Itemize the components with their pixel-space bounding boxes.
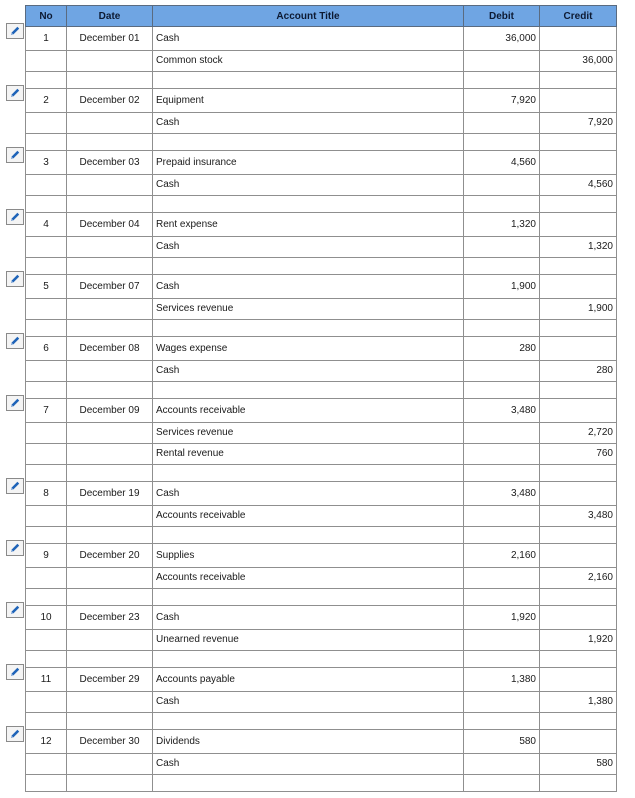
- debit-cell: 280: [464, 337, 540, 361]
- empty-cell: [67, 382, 153, 399]
- empty-cell: [153, 589, 464, 606]
- header-no: No: [26, 6, 67, 27]
- entry-number: 5: [26, 275, 67, 299]
- empty-cell: [540, 651, 617, 668]
- entry-number: [26, 630, 67, 651]
- pencil-icon: [9, 25, 21, 37]
- empty-cell: [540, 465, 617, 482]
- account-title-cell: Accounts receivable: [153, 568, 464, 589]
- journal-entry-row: [26, 506, 617, 527]
- empty-cell: [540, 382, 617, 399]
- credit-cell: 1,900: [540, 299, 617, 320]
- debit-cell: [464, 630, 540, 651]
- account-title-cell: Cash: [153, 692, 464, 713]
- credit-cell: 7,920: [540, 113, 617, 134]
- blank-row: [26, 775, 617, 792]
- journal-entry-first-row: [26, 544, 617, 568]
- entry-date: [67, 754, 153, 775]
- debit-cell: 2,160: [464, 544, 540, 568]
- pencil-icon: [9, 604, 21, 616]
- empty-cell: [26, 72, 67, 89]
- journal-entry-row: [26, 754, 617, 775]
- pencil-icon: [9, 666, 21, 678]
- debit-cell: 1,380: [464, 668, 540, 692]
- credit-cell: [540, 606, 617, 630]
- entry-number: 7: [26, 399, 67, 423]
- empty-cell: [153, 134, 464, 151]
- credit-cell: [540, 668, 617, 692]
- journal-entry-first-row: [26, 213, 617, 237]
- entry-date: December 01: [67, 27, 153, 51]
- edit-entry-button[interactable]: [6, 726, 24, 742]
- empty-cell: [464, 72, 540, 89]
- debit-cell: [464, 506, 540, 527]
- debit-cell: [464, 444, 540, 465]
- entry-number: [26, 175, 67, 196]
- entry-date: [67, 630, 153, 651]
- pencil-icon: [9, 211, 21, 223]
- header-date: Date: [67, 6, 153, 27]
- empty-cell: [26, 196, 67, 213]
- entry-date: December 07: [67, 275, 153, 299]
- empty-cell: [67, 651, 153, 668]
- entry-date: [67, 568, 153, 589]
- account-title-cell: Cash: [153, 113, 464, 134]
- empty-cell: [153, 465, 464, 482]
- debit-cell: [464, 361, 540, 382]
- pencil-icon: [9, 728, 21, 740]
- entry-date: December 30: [67, 730, 153, 754]
- entry-date: [67, 444, 153, 465]
- journal-entry-first-row: [26, 27, 617, 51]
- journal-entry-first-row: [26, 482, 617, 506]
- empty-cell: [464, 465, 540, 482]
- empty-cell: [67, 589, 153, 606]
- empty-cell: [540, 775, 617, 792]
- pencil-icon: [9, 542, 21, 554]
- account-title-cell: Cash: [153, 275, 464, 299]
- credit-cell: [540, 275, 617, 299]
- empty-cell: [26, 589, 67, 606]
- blank-row: [26, 134, 617, 151]
- journal-entry-row: [26, 423, 617, 444]
- account-title-cell: Cash: [153, 482, 464, 506]
- blank-row: [26, 589, 617, 606]
- journal-entry-row: [26, 568, 617, 589]
- edit-entry-button[interactable]: [6, 147, 24, 163]
- account-title-cell: Cash: [153, 27, 464, 51]
- entry-number: 9: [26, 544, 67, 568]
- empty-cell: [67, 527, 153, 544]
- empty-cell: [153, 527, 464, 544]
- debit-cell: 7,920: [464, 89, 540, 113]
- pencil-icon: [9, 335, 21, 347]
- empty-cell: [464, 196, 540, 213]
- entry-date: [67, 113, 153, 134]
- entry-date: [67, 299, 153, 320]
- debit-cell: [464, 237, 540, 258]
- account-title-cell: Cash: [153, 361, 464, 382]
- credit-cell: 1,380: [540, 692, 617, 713]
- entry-number: 11: [26, 668, 67, 692]
- edit-entry-button[interactable]: [6, 478, 24, 494]
- credit-cell: [540, 399, 617, 423]
- debit-cell: 580: [464, 730, 540, 754]
- entry-number: 10: [26, 606, 67, 630]
- entry-number: [26, 692, 67, 713]
- account-title-cell: Cash: [153, 237, 464, 258]
- empty-cell: [67, 713, 153, 730]
- debit-cell: 1,320: [464, 213, 540, 237]
- credit-cell: 2,720: [540, 423, 617, 444]
- empty-cell: [153, 320, 464, 337]
- entry-number: 4: [26, 213, 67, 237]
- edit-entry-button[interactable]: [6, 395, 24, 411]
- account-title-cell: Supplies: [153, 544, 464, 568]
- edit-entry-button[interactable]: [6, 85, 24, 101]
- journal-entry-row: [26, 630, 617, 651]
- empty-cell: [26, 134, 67, 151]
- journal-entry-first-row: [26, 606, 617, 630]
- empty-cell: [464, 713, 540, 730]
- empty-cell: [540, 713, 617, 730]
- empty-cell: [464, 134, 540, 151]
- debit-cell: [464, 299, 540, 320]
- empty-cell: [540, 527, 617, 544]
- empty-cell: [153, 72, 464, 89]
- entry-number: [26, 113, 67, 134]
- journal-entry-row: [26, 237, 617, 258]
- edit-entry-button[interactable]: [6, 271, 24, 287]
- entry-number: [26, 237, 67, 258]
- empty-cell: [464, 651, 540, 668]
- credit-cell: [540, 89, 617, 113]
- account-title-cell: Rent expense: [153, 213, 464, 237]
- empty-cell: [153, 651, 464, 668]
- entry-number: 3: [26, 151, 67, 175]
- account-title-cell: Rental revenue: [153, 444, 464, 465]
- blank-row: [26, 72, 617, 89]
- entry-number: 2: [26, 89, 67, 113]
- empty-cell: [153, 258, 464, 275]
- empty-cell: [67, 72, 153, 89]
- empty-cell: [26, 651, 67, 668]
- debit-cell: 1,900: [464, 275, 540, 299]
- journal-entry-first-row: [26, 668, 617, 692]
- entry-number: [26, 361, 67, 382]
- journal-entry-row: [26, 361, 617, 382]
- account-title-cell: Dividends: [153, 730, 464, 754]
- account-title-cell: Accounts receivable: [153, 399, 464, 423]
- account-title-cell: Services revenue: [153, 423, 464, 444]
- journal-entry-first-row: [26, 89, 617, 113]
- entry-date: [67, 506, 153, 527]
- entry-date: December 03: [67, 151, 153, 175]
- account-title-cell: Cash: [153, 754, 464, 775]
- entry-number: 12: [26, 730, 67, 754]
- debit-cell: [464, 568, 540, 589]
- pencil-icon: [9, 149, 21, 161]
- edit-entry-button[interactable]: [6, 333, 24, 349]
- empty-cell: [67, 465, 153, 482]
- edit-entry-button[interactable]: [6, 23, 24, 39]
- empty-cell: [153, 713, 464, 730]
- account-title-cell: Services revenue: [153, 299, 464, 320]
- entry-number: [26, 51, 67, 72]
- header-account-title: Account Title: [153, 6, 464, 27]
- entry-date: [67, 51, 153, 72]
- account-title-cell: Unearned revenue: [153, 630, 464, 651]
- credit-cell: 3,480: [540, 506, 617, 527]
- journal-entry-row: [26, 299, 617, 320]
- credit-cell: [540, 544, 617, 568]
- credit-cell: [540, 27, 617, 51]
- journal-body: [26, 27, 617, 792]
- entry-date: December 02: [67, 89, 153, 113]
- account-title-cell: Wages expense: [153, 337, 464, 361]
- entry-date: December 04: [67, 213, 153, 237]
- empty-cell: [464, 382, 540, 399]
- entry-date: December 08: [67, 337, 153, 361]
- entry-number: [26, 568, 67, 589]
- debit-cell: 3,480: [464, 399, 540, 423]
- entry-number: 8: [26, 482, 67, 506]
- edit-entry-button[interactable]: [6, 540, 24, 556]
- entry-date: [67, 361, 153, 382]
- journal-entry-table: [25, 5, 617, 792]
- empty-cell: [26, 465, 67, 482]
- journal-entry-first-row: [26, 399, 617, 423]
- entry-number: 6: [26, 337, 67, 361]
- debit-cell: [464, 423, 540, 444]
- empty-cell: [540, 258, 617, 275]
- credit-cell: 1,320: [540, 237, 617, 258]
- empty-cell: [67, 196, 153, 213]
- empty-cell: [67, 320, 153, 337]
- blank-row: [26, 527, 617, 544]
- empty-cell: [540, 134, 617, 151]
- credit-cell: [540, 337, 617, 361]
- blank-row: [26, 651, 617, 668]
- credit-cell: 1,920: [540, 630, 617, 651]
- journal-entry-first-row: [26, 275, 617, 299]
- credit-cell: 36,000: [540, 51, 617, 72]
- debit-cell: [464, 51, 540, 72]
- empty-cell: [464, 589, 540, 606]
- pencil-icon: [9, 273, 21, 285]
- account-title-cell: Prepaid insurance: [153, 151, 464, 175]
- blank-row: [26, 713, 617, 730]
- account-title-cell: Equipment: [153, 89, 464, 113]
- edit-entry-button[interactable]: [6, 602, 24, 618]
- header-credit: Credit: [540, 6, 617, 27]
- entry-date: December 23: [67, 606, 153, 630]
- pencil-icon: [9, 397, 21, 409]
- empty-cell: [540, 589, 617, 606]
- debit-cell: 4,560: [464, 151, 540, 175]
- credit-cell: [540, 482, 617, 506]
- blank-row: [26, 320, 617, 337]
- credit-cell: [540, 151, 617, 175]
- debit-cell: [464, 113, 540, 134]
- entry-date: [67, 423, 153, 444]
- entry-number: [26, 754, 67, 775]
- credit-cell: 580: [540, 754, 617, 775]
- debit-cell: 36,000: [464, 27, 540, 51]
- header-debit: Debit: [464, 6, 540, 27]
- empty-cell: [540, 196, 617, 213]
- account-title-cell: Cash: [153, 606, 464, 630]
- blank-row: [26, 196, 617, 213]
- empty-cell: [26, 320, 67, 337]
- entry-date: [67, 692, 153, 713]
- edit-entry-button[interactable]: [6, 209, 24, 225]
- empty-cell: [153, 775, 464, 792]
- empty-cell: [26, 527, 67, 544]
- account-title-cell: Accounts payable: [153, 668, 464, 692]
- entry-date: December 29: [67, 668, 153, 692]
- entry-date: [67, 175, 153, 196]
- credit-cell: 280: [540, 361, 617, 382]
- empty-cell: [67, 134, 153, 151]
- blank-row: [26, 382, 617, 399]
- credit-cell: [540, 730, 617, 754]
- journal-entry-first-row: [26, 730, 617, 754]
- journal-entry-first-row: [26, 151, 617, 175]
- account-title-cell: Cash: [153, 175, 464, 196]
- entry-number: [26, 299, 67, 320]
- journal-entry-row: [26, 113, 617, 134]
- journal-entry-row: [26, 444, 617, 465]
- empty-cell: [464, 258, 540, 275]
- debit-cell: 1,920: [464, 606, 540, 630]
- empty-cell: [26, 382, 67, 399]
- account-title-cell: Common stock: [153, 51, 464, 72]
- empty-cell: [153, 196, 464, 213]
- journal-entry-row: [26, 692, 617, 713]
- credit-cell: 2,160: [540, 568, 617, 589]
- account-title-cell: Accounts receivable: [153, 506, 464, 527]
- blank-row: [26, 465, 617, 482]
- empty-cell: [464, 527, 540, 544]
- journal-entry-first-row: [26, 337, 617, 361]
- empty-cell: [26, 258, 67, 275]
- blank-row: [26, 258, 617, 275]
- entry-date: [67, 237, 153, 258]
- empty-cell: [153, 382, 464, 399]
- empty-cell: [540, 72, 617, 89]
- entry-date: December 09: [67, 399, 153, 423]
- table-header-row: [26, 6, 617, 27]
- edit-entry-button[interactable]: [6, 664, 24, 680]
- empty-cell: [464, 775, 540, 792]
- entry-number: [26, 423, 67, 444]
- debit-cell: 3,480: [464, 482, 540, 506]
- empty-cell: [26, 775, 67, 792]
- credit-cell: 760: [540, 444, 617, 465]
- empty-cell: [540, 320, 617, 337]
- entry-date: December 19: [67, 482, 153, 506]
- entry-number: [26, 506, 67, 527]
- entry-number: 1: [26, 27, 67, 51]
- empty-cell: [67, 775, 153, 792]
- entry-date: December 20: [67, 544, 153, 568]
- pencil-icon: [9, 480, 21, 492]
- pencil-icon: [9, 87, 21, 99]
- empty-cell: [26, 713, 67, 730]
- journal-entry-row: [26, 51, 617, 72]
- empty-cell: [464, 320, 540, 337]
- debit-cell: [464, 175, 540, 196]
- empty-cell: [67, 258, 153, 275]
- journal-entry-row: [26, 175, 617, 196]
- debit-cell: [464, 754, 540, 775]
- credit-cell: [540, 213, 617, 237]
- credit-cell: 4,560: [540, 175, 617, 196]
- debit-cell: [464, 692, 540, 713]
- entry-number: [26, 444, 67, 465]
